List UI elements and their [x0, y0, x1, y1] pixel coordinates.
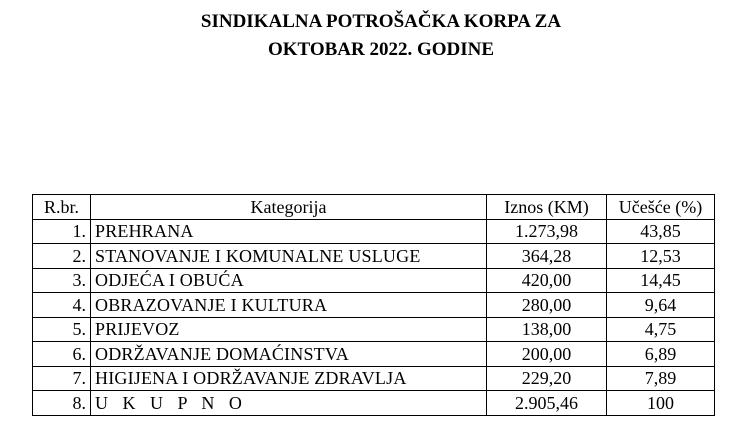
document-title-line-1: SINDIKALNA POTROŠAČKA KORPA ZA [200, 11, 562, 32]
document-title-line-2: OKTOBAR 2022. GODINE [267, 39, 495, 60]
header-kategorija: Kategorija [91, 195, 487, 220]
cell-iznos: 200,00 [487, 342, 607, 367]
cell-iznos: 420,00 [487, 268, 607, 293]
cell-kategorija: PREHRANA [91, 219, 487, 244]
cell-iznos: 364,28 [487, 244, 607, 269]
cell-rbr: 6. [33, 342, 91, 367]
table-row [33, 366, 715, 391]
cell-kategorija: OBRAZOVANJE I KULTURA [91, 293, 487, 318]
cell-ucesce: 14,45 [607, 268, 715, 293]
cell-kategorija: PRIJEVOZ [91, 317, 487, 342]
table-row [33, 268, 715, 293]
cell-kategorija: HIGIJENA I ODRŽAVANJE ZDRAVLJA [91, 366, 487, 391]
cell-rbr: 7. [33, 366, 91, 391]
cell-ucesce: 9,64 [607, 293, 715, 318]
cell-ucesce: 7,89 [607, 366, 715, 391]
cell-kategorija-total: U K U P N O [91, 391, 487, 416]
table-header-row [33, 195, 715, 220]
cell-ucesce: 43,85 [607, 219, 715, 244]
table-row [33, 219, 715, 244]
cell-ucesce: 4,75 [607, 317, 715, 342]
cell-kategorija: ODJEĆA I OBUĆA [91, 268, 487, 293]
cell-ucesce-total: 100 [607, 391, 715, 416]
cell-rbr: 3. [33, 268, 91, 293]
header-ucesce: Učešće (%) [607, 195, 715, 220]
cell-iznos-total: 2.905,46 [487, 391, 607, 416]
cell-rbr: 1. [33, 219, 91, 244]
cell-rbr: 2. [33, 244, 91, 269]
cell-kategorija: ODRŽAVANJE DOMAĆINSTVA [91, 342, 487, 367]
header-rbr: R.br. [33, 195, 91, 220]
cell-iznos: 1.273,98 [487, 219, 607, 244]
table-row [33, 244, 715, 269]
cell-kategorija: STANOVANJE I KOMUNALNE USLUGE [91, 244, 487, 269]
table-row [33, 342, 715, 367]
cell-rbr: 8. [33, 391, 91, 416]
cell-iznos: 138,00 [487, 317, 607, 342]
cell-iznos: 280,00 [487, 293, 607, 318]
table-row [33, 317, 715, 342]
header-iznos: Iznos (KM) [487, 195, 607, 220]
cell-rbr: 4. [33, 293, 91, 318]
table-row [33, 293, 715, 318]
consumer-basket-table [32, 194, 715, 416]
cell-ucesce: 12,53 [607, 244, 715, 269]
cell-iznos: 229,20 [487, 366, 607, 391]
table-row-total [33, 391, 715, 416]
cell-rbr: 5. [33, 317, 91, 342]
cell-ucesce: 6,89 [607, 342, 715, 367]
